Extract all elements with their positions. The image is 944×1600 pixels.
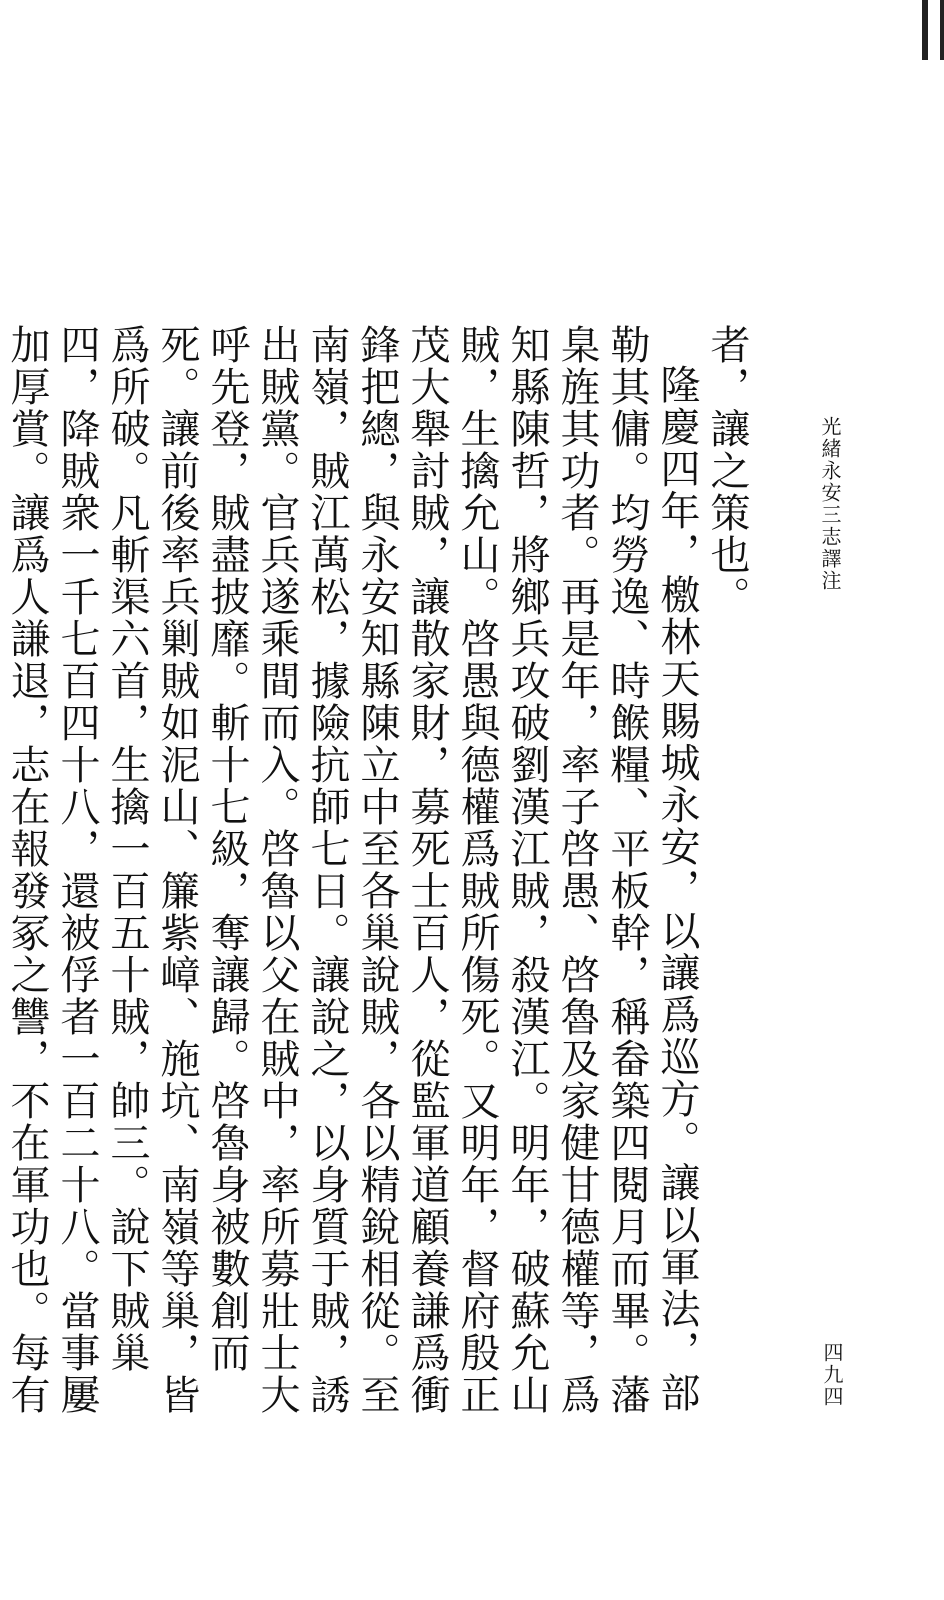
running-header-title: 光緒永安三志譯注 xyxy=(818,416,842,592)
vertical-body-text xyxy=(4,324,752,1454)
page-number: 四九四 xyxy=(820,1342,844,1408)
page-edge-mark xyxy=(922,0,944,60)
paragraph-continuation: 者，讓之策也。 xyxy=(704,324,750,618)
paragraph-main: 隆慶四年，檄林天賜城永安，以讓爲巡方。讓以軍法，部勒其傭。均勞逸、時餱糧、平板幹，稱畚築四閱月而畢。藩臬旌其功者。再是年，率子啓愚、啓魯及家健甘德權等，爲知縣陳哲，將鄉兵攻破劉漢江賊，殺漢江。明年，破蘇允山賊，生擒允山。啓愚與德權爲賊所傷死。又明年，督府殷正茂大舉討賊，讓散家財，募死士百人，從監軍道顧養謙爲衝鋒把總，與永安知縣陳立中至各巢說賊，各以精銳相從。至南嶺，賊江萬松，據險抗師七日。讓說之，以身質于賊，誘出賊黨。官兵遂乘間而入。啓魯以父在賊中，率所募壯士大呼先登，賊盡披靡。斬十七級，奪讓歸。啓魯身被數創而死。讓前後率兵剿賊如泥山、簾紫嶂、施坑、南嶺等巢，皆爲所破。凡斬渠六首，生擒一百五十賊，帥三。說下賊巢四，降賊衆一千七百四十八，還被俘者一百二十八。當事屢加厚賞。讓爲人謙退，志在報發冢之讐，不在軍功也。每有 xyxy=(4,324,700,1416)
